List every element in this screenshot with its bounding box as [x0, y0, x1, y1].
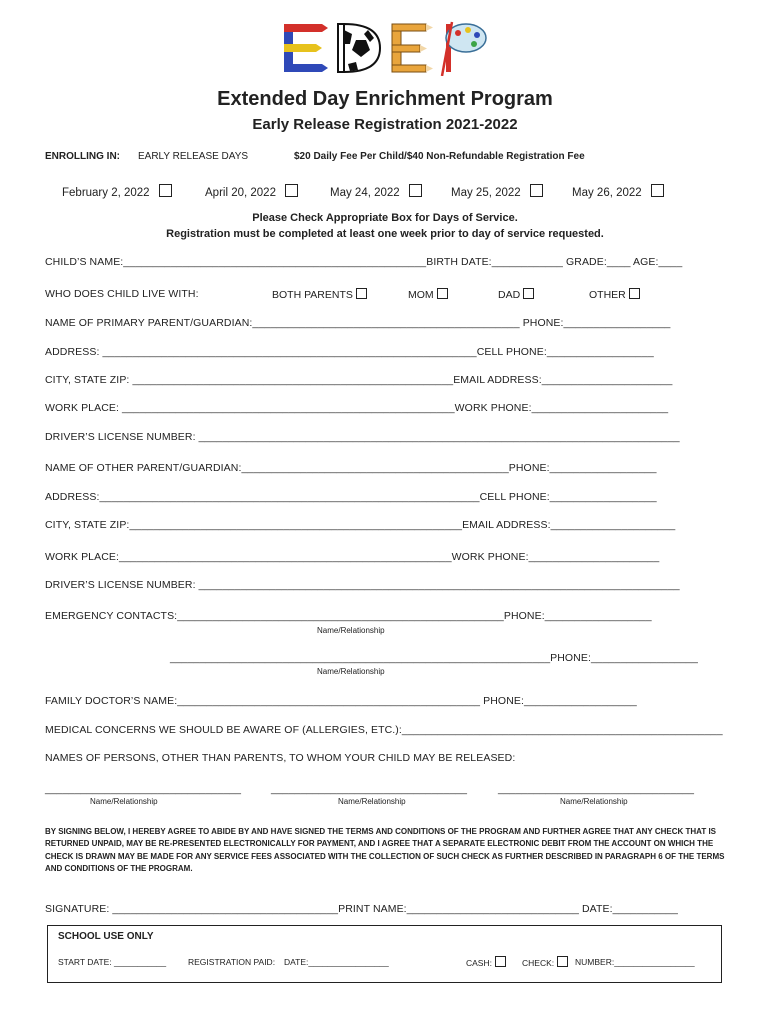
option-label: MOM: [408, 289, 434, 301]
medical-field[interactable]: MEDICAL CONCERNS WE SHOULD BE AWARE OF (ALLERGIES, ETC.):______________________________________________________: [45, 724, 723, 736]
payment-date-field[interactable]: DATE:_________________: [284, 957, 389, 967]
primary-parent-name-field[interactable]: NAME OF PRIMARY PARENT/GUARDIAN:_____________________________________________ PHONE:__________________: [45, 317, 671, 329]
date-checkbox[interactable]: [530, 184, 543, 197]
option-checkbox[interactable]: [437, 288, 448, 299]
check-label: CHECK:: [522, 958, 555, 968]
page-subtitle: Early Release Registration 2021-2022: [252, 116, 518, 133]
field-caption: Name/Relationship: [317, 667, 385, 676]
cash-checkbox[interactable]: [495, 956, 506, 967]
start-date-field[interactable]: START DATE: ___________: [58, 957, 167, 967]
school-use-title: SCHOOL USE ONLY: [58, 931, 154, 942]
primary-address-field[interactable]: ADDRESS: _______________________________________________________________CELL PHONE:__________________: [45, 346, 654, 358]
other-work-field[interactable]: WORK PLACE:________________________________________________________WORK PHONE:______________________: [45, 551, 660, 563]
page-title: Extended Day Enrichment Program: [217, 88, 553, 110]
edep-logo: [282, 20, 488, 76]
field-caption: Name/Relationship: [560, 797, 628, 806]
agreement-text: BY SIGNING BELOW, I HEREBY AGREE TO ABIDE BY AND HAVE SIGNED THE TERMS AND CONDITIONS OF THE PROGRAM AND FURTHER AGREE THAT ANY CHECK THAT IS RETURNED UNPAID, MAY BE RE-PRESENTED ELECTRONICALLY FOR PAYMENT, AND I AGREE THAT A SEPARATE ELECTRONIC DEBIT FROM THE ACCOUNT ON WHICH THE CHECK IS DRAWN MAY BE MADE FOR ANY SERVICE FEES ASSOCIATED WITH THE COLLECTION OF SUCH CHECK AS FURTHER DESCRIBED IN PARAGRAPH 6 OF THE TERMS AND CONDITIONS OF THE PROGRAM.: [45, 827, 725, 873]
date-label: February 2, 2022: [62, 187, 150, 199]
instruction-line: Registration must be completed at least one week prior to day of service requested.: [166, 228, 604, 240]
emergency-contact-field[interactable]: EMERGENCY CONTACTS:_______________________________________________________PHONE:__________________: [45, 610, 652, 622]
lives-with-option: [272, 288, 367, 301]
lives-with-option: [498, 288, 534, 301]
date-checkbox[interactable]: [285, 184, 298, 197]
crayon-e-icon: [284, 24, 328, 72]
field-caption: Name/Relationship: [317, 626, 385, 635]
lives-with-label: WHO DOES CHILD LIVE WITH:: [45, 288, 199, 300]
date-label: May 26, 2022: [572, 187, 642, 199]
option-checkbox[interactable]: [356, 288, 367, 299]
primary-work-field[interactable]: WORK PLACE: ________________________________________________________WORK PHONE:_______________________: [45, 402, 669, 414]
lives-with-option: [589, 288, 640, 301]
child-info-field[interactable]: CHILD’S NAME:___________________________________________________BIRTH DATE:____________ GRADE:____ AGE:____: [45, 256, 683, 268]
option-label: BOTH PARENTS: [272, 289, 353, 301]
instruction-line: Please Check Appropriate Box for Days of Service.: [252, 212, 518, 224]
date-checkbox[interactable]: [651, 184, 664, 197]
release-persons-label: NAMES OF PERSONS, OTHER THAN PARENTS, TO WHOM YOUR CHILD MAY BE RELEASED:: [45, 752, 516, 764]
option-label: DAD: [498, 289, 521, 301]
enrolling-value: EARLY RELEASE DAYS: [138, 151, 249, 162]
doctor-field[interactable]: FAMILY DOCTOR’S NAME:___________________________________________________ PHONE:___________________: [45, 695, 637, 707]
option-checkbox[interactable]: [629, 288, 640, 299]
option-checkbox[interactable]: [523, 288, 534, 299]
field-caption: Name/Relationship: [90, 797, 158, 806]
other-city-field[interactable]: CITY, STATE ZIP:________________________________________________________EMAIL ADDRESS:_____________________: [45, 519, 676, 531]
release-person-field[interactable]: _________________________________: [271, 783, 468, 795]
primary-city-field[interactable]: CITY, STATE ZIP: ______________________________________________________EMAIL ADDRESS:______________________: [45, 374, 673, 386]
date-option: [62, 184, 172, 199]
check-number-field[interactable]: NUMBER:_________________: [575, 957, 695, 967]
release-person-field[interactable]: _________________________________: [45, 783, 242, 795]
date-option: [572, 184, 664, 199]
option-label: OTHER: [589, 289, 626, 301]
emergency-contact-field[interactable]: ________________________________________________________________PHONE:__________________: [170, 652, 698, 664]
other-address-field[interactable]: ADDRESS:________________________________________________________________CELL PHONE:__________________: [45, 491, 657, 503]
cash-label: CASH:: [466, 958, 492, 968]
date-label: April 20, 2022: [205, 187, 276, 199]
cash-option: [466, 956, 506, 968]
other-license-field[interactable]: DRIVER’S LICENSE NUMBER: _________________________________________________________________________________: [45, 579, 680, 591]
enrolling-label: ENROLLING IN:: [45, 151, 120, 162]
date-checkbox[interactable]: [409, 184, 422, 197]
lives-with-option: [408, 288, 448, 301]
date-label: May 24, 2022: [330, 187, 400, 199]
palette-p-icon: [442, 22, 486, 76]
date-option: [205, 184, 298, 199]
check-checkbox[interactable]: [557, 956, 568, 967]
date-option: [330, 184, 422, 199]
date-label: May 25, 2022: [451, 187, 521, 199]
primary-license-field[interactable]: DRIVER’S LICENSE NUMBER: _________________________________________________________________________________: [45, 431, 680, 443]
registration-paid-label: REGISTRATION PAID:: [188, 957, 276, 967]
soccer-ball-d-icon: [338, 24, 380, 72]
field-caption: Name/Relationship: [338, 797, 406, 806]
pencil-e-icon: [392, 24, 433, 72]
date-option: [451, 184, 543, 199]
fee-text: $20 Daily Fee Per Child/$40 Non-Refundable Registration Fee: [294, 151, 585, 162]
other-parent-name-field[interactable]: NAME OF OTHER PARENT/GUARDIAN:_____________________________________________PHONE:__________________: [45, 462, 657, 474]
check-option: [522, 956, 568, 968]
release-person-field[interactable]: _________________________________: [498, 783, 695, 795]
date-checkbox[interactable]: [159, 184, 172, 197]
signature-field[interactable]: SIGNATURE: ______________________________________PRINT NAME:_____________________________ DATE:___________: [45, 903, 678, 915]
